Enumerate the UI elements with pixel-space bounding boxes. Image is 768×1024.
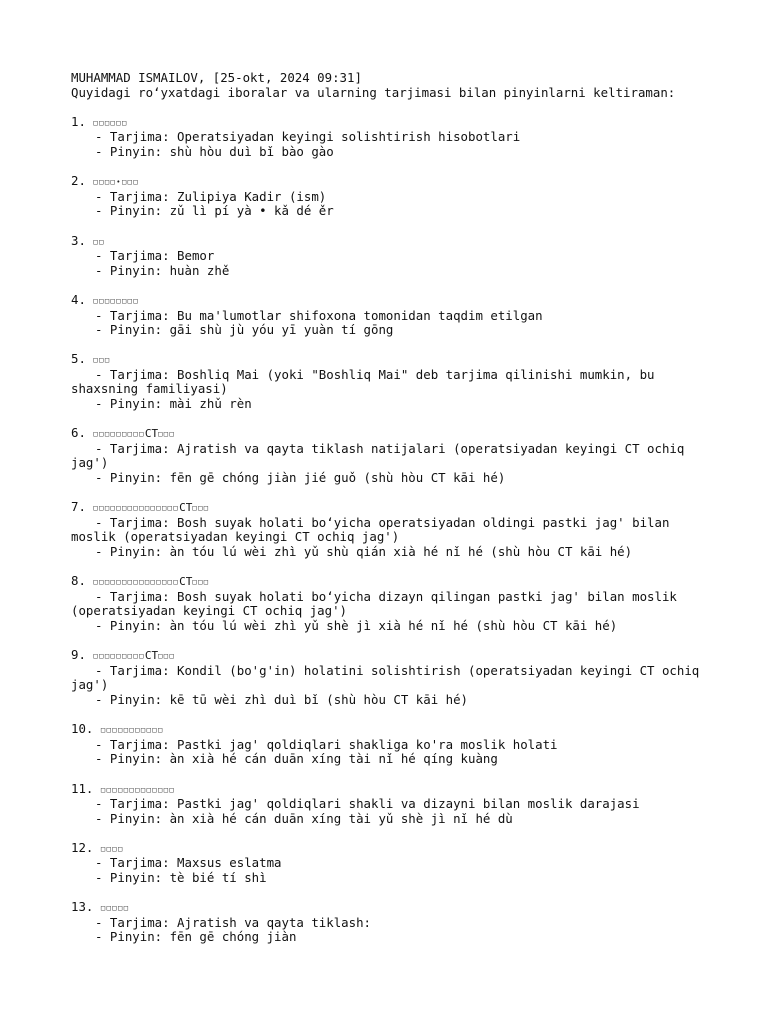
entry-term-line xyxy=(71,900,701,916)
chinese-term: □□□ xyxy=(93,356,111,365)
chinese-term-ct: CT xyxy=(179,575,193,589)
intro-line: Quyidagi roʻyxatdagi iboralar va ularning tarjimasi bilan pinyinlarni keltiraman: xyxy=(71,84,676,100)
entry-term-line xyxy=(71,352,701,368)
chinese-term: □□□□□□□□□ xyxy=(93,430,145,439)
entry-translation: - Tarjima: Bu ma'lumotlar shifoxona tomonidan taqdim etilgan xyxy=(95,307,543,323)
entry-number: 13. xyxy=(71,899,94,915)
entry-pinyin: - Pinyin: mài zhǔ rèn xyxy=(95,396,252,412)
entry-pinyin: - Pinyin: àn tóu lú wèi zhì yǔ shù qián xià hé nǐ hé (shù hòu CT kāi hé) xyxy=(95,544,633,559)
entries-list xyxy=(71,113,707,945)
entry-number: 5. xyxy=(71,351,86,367)
entry-number: 2. xyxy=(71,173,86,189)
list-item xyxy=(71,234,701,279)
list-item xyxy=(71,900,701,945)
chinese-term-suffix: □□□ xyxy=(192,578,210,587)
entry-pinyin: - Pinyin: huàn zhě xyxy=(95,262,230,278)
entry-term-line xyxy=(71,115,701,131)
entry-term-line xyxy=(71,722,701,738)
entry-number: 4. xyxy=(71,291,86,307)
chinese-term-ct: CT xyxy=(144,427,159,441)
entry-pinyin: - Pinyin: gāi shù jù yóu yī yuàn tí gōng xyxy=(95,322,394,338)
chinese-term: □□□□•□□□ xyxy=(93,178,140,187)
entry-translation: - Tarjima: Bemor xyxy=(95,248,215,264)
entry-pinyin: - Pinyin: àn tóu lú wèi zhì yǔ shè jì xià hé nǐ hé (shù hòu CT kāi hé) xyxy=(95,617,618,633)
entry-number: 11. xyxy=(71,780,94,796)
entry-translation: - Tarjima: Pastki jag' qoldiqlari shakli va dizayni bilan moslik darajasi xyxy=(95,796,640,812)
entry-translation: - Tarjima: Boshliq Mai (yoki "Boshliq Mai" deb tarjima qilinishi mumkin, bu shaxsning familiyasi) xyxy=(71,366,662,397)
chinese-term-suffix: □□□ xyxy=(192,504,210,513)
entry-pinyin: - Pinyin: zǔ lì pí yà • kǎ dé ěr xyxy=(95,203,334,219)
entry-translation: - Tarjima: Operatsiyadan keyingi solishtirish hisobotlari xyxy=(95,129,521,145)
entry-term-line xyxy=(71,500,701,516)
entry-term-line xyxy=(71,234,701,250)
list-item xyxy=(71,500,701,559)
entry-translation: - Tarjima: Zulipiya Kadir (ism) xyxy=(95,188,327,204)
entry-number: 8. xyxy=(71,573,86,589)
chinese-term: □□□□□□□□□ xyxy=(93,652,145,661)
list-item xyxy=(71,722,701,767)
header-line: MUHAMMAD ISMAILOV, [25-okt, 2024 09:31] xyxy=(71,70,362,85)
entry-pinyin: - Pinyin: àn xià hé cán duān xíng tài yǔ shè jì nǐ hé dù xyxy=(95,810,513,826)
entry-translation: - Tarjima: Bosh suyak holati boʻyicha operatsiyadan oldingi pastki jag' bilan moslik (operatsiyadan keyingi CT ochiq jag') xyxy=(71,514,677,545)
entry-pinyin: - Pinyin: àn xià hé cán duān xíng tài nǐ hé qíng kuàng xyxy=(95,751,498,767)
entry-pinyin: - Pinyin: fēn gē chóng jiàn xyxy=(95,929,297,945)
document-page xyxy=(71,70,707,945)
list-item xyxy=(71,574,701,633)
entry-term-line xyxy=(71,574,701,590)
chinese-term: □□□□□□□□ xyxy=(93,296,140,305)
entry-translation: - Tarjima: Ajratish va qayta tiklash natijalari (operatsiyadan keyingi CT ochiq jag') xyxy=(71,440,692,471)
chinese-term: □□□□□ xyxy=(100,904,130,913)
entry-translation: - Tarjima: Ajratish va qayta tiklash: xyxy=(95,914,372,930)
list-item xyxy=(71,841,701,886)
list-item xyxy=(71,293,701,338)
chinese-term-ct: CT xyxy=(179,501,193,515)
entry-term-line xyxy=(71,293,701,309)
entry-translation: - Tarjima: Bosh suyak holati boʻyicha dizayn qilingan pastki jag' bilan moslik (operatsiyadan keyingi CT ochiq jag') xyxy=(71,588,685,619)
entry-pinyin: - Pinyin: tè bié tí shì xyxy=(95,870,267,886)
list-item xyxy=(71,782,701,827)
entry-pinyin: - Pinyin: shù hòu duì bǐ bào gào xyxy=(95,143,334,159)
chinese-term-suffix: □□□ xyxy=(158,652,176,661)
entry-pinyin: - Pinyin: fēn gē chóng jiàn jié guǒ (shù hòu CT kāi hé) xyxy=(95,470,506,486)
entry-number: 1. xyxy=(71,113,86,129)
entry-term-line xyxy=(71,782,701,798)
entry-translation: - Tarjima: Kondil (bo'g'in) holatini solishtirish (operatsiyadan keyingi CT ochiq jag') xyxy=(71,662,707,693)
entry-translation: - Tarjima: Maxsus eslatma xyxy=(95,855,282,871)
entry-number: 12. xyxy=(71,839,94,855)
entry-term-line xyxy=(71,648,701,664)
entry-number: 3. xyxy=(71,232,86,248)
entry-term-line xyxy=(71,426,701,442)
chinese-term: □□□□□□□□□□□□□□□ xyxy=(93,504,180,513)
chinese-term: □□□□□□ xyxy=(93,118,128,127)
chinese-term: □□□□ xyxy=(100,844,124,853)
chinese-term: □□□□□□□□□□□□□ xyxy=(100,785,176,794)
list-item xyxy=(71,352,701,411)
chinese-term: □□□□□□□□□□□ xyxy=(100,726,164,735)
entry-term-line xyxy=(71,174,701,190)
entry-number: 7. xyxy=(71,499,86,515)
entry-pinyin: - Pinyin: kē tū wèi zhì duì bǐ (shù hòu CT kāi hé) xyxy=(95,691,468,707)
entry-translation: - Tarjima: Pastki jag' qoldiqlari shakliga ko'ra moslik holati xyxy=(95,736,558,752)
list-item xyxy=(71,647,707,707)
list-item xyxy=(71,174,701,219)
list-item xyxy=(71,115,701,160)
entry-number: 10. xyxy=(71,721,94,737)
entry-number: 6. xyxy=(71,425,86,441)
entry-number: 9. xyxy=(71,647,86,663)
chinese-term-ct: CT xyxy=(144,649,159,663)
list-item xyxy=(71,426,701,485)
chinese-term: □□ xyxy=(93,237,105,246)
entry-term-line xyxy=(71,841,701,857)
chinese-term: □□□□□□□□□□□□□□□ xyxy=(93,578,180,587)
chinese-term-suffix: □□□ xyxy=(158,430,176,439)
